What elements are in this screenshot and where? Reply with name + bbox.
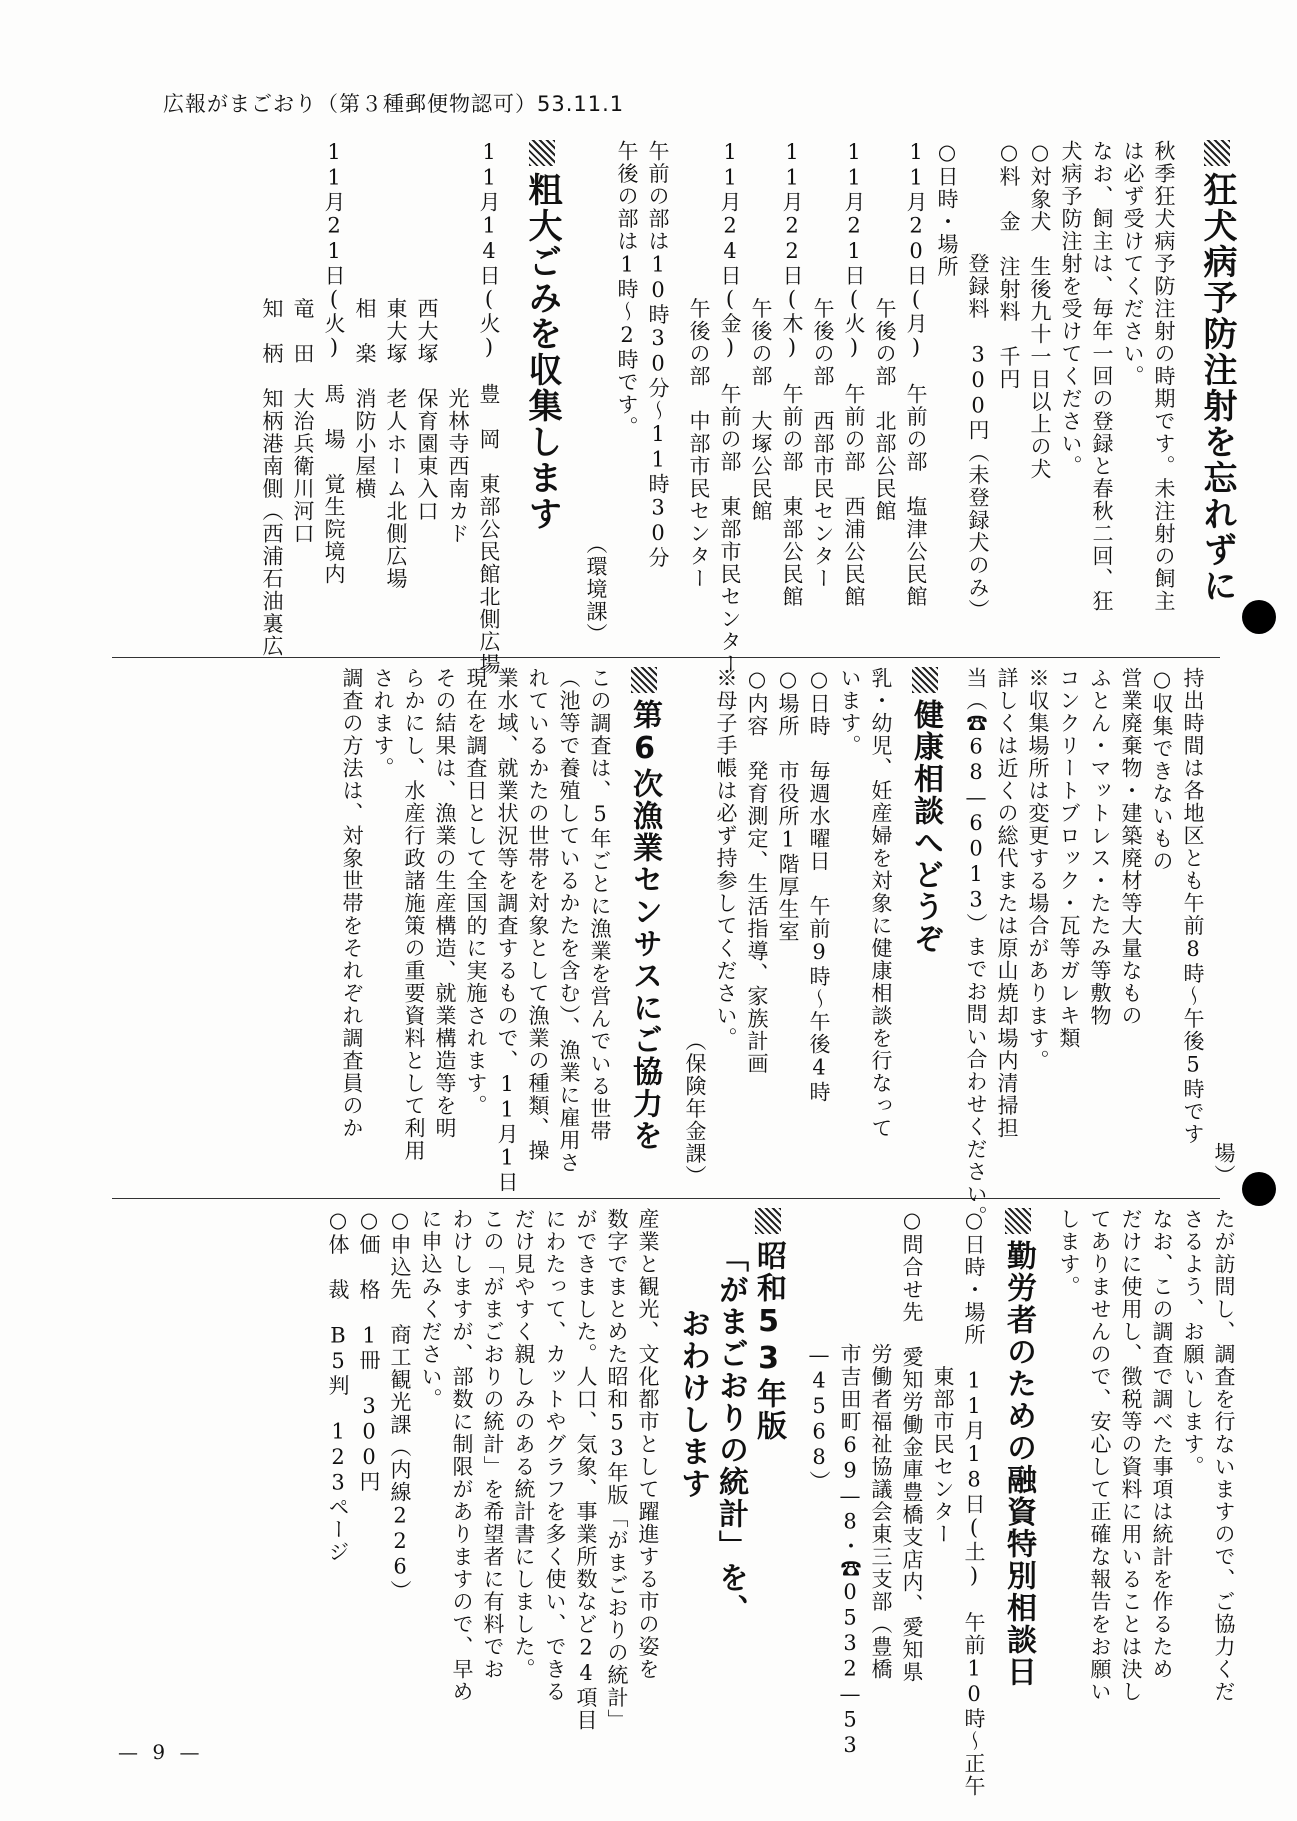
health-place: ○場所 市役所1階厚生室 [776, 667, 800, 943]
stats-body-line: ができました。人口、気象、事業所数など24項目 [574, 1208, 598, 1732]
page-header: 広報がまごおり（第３種郵便物認可）53.11.1 [163, 92, 625, 116]
garbage-note: 詳しくは近くの総代または原山焼却場内清掃担 [995, 667, 1019, 1140]
loan-contact-1: ○問合せ先 愛知労働金庫豊橋支店内、愛知県 [900, 1208, 924, 1684]
section-mark-icon [912, 667, 938, 693]
census-body-line: 調査の方法は、対象世帯をそれぞれ調査員のか [340, 667, 364, 1140]
census-body-line: します。 [1057, 1208, 1081, 1298]
section-mark-icon [1005, 1208, 1031, 1234]
census-title: 第6次漁業センサスにご協力を [625, 667, 663, 1152]
census-body-line: その結果は、漁業の生産構造、就業構造等を明 [433, 667, 457, 1140]
health-datetime: ○日時 毎週水曜日 午前9時〜午後4時 [807, 667, 831, 1104]
census-body-line: 現在を調査日として全国的に実施されます。 [464, 667, 488, 1117]
census-body-line: れているかたの世帯を対象として漁業の種類、操 [526, 667, 550, 1162]
census-body-line: らかにし、水産行政諸施策の重要資料として利用 [402, 667, 426, 1162]
census-body-line: （池等で養殖しているかたを含む）、漁業に雇用さ [557, 667, 581, 1174]
section-rabies [256, 140, 1239, 676]
stats-price: ○価 格 1冊 300円 [357, 1208, 381, 1493]
census-body-line: なお、この調査で調べた事項は統計を作るため [1150, 1208, 1174, 1681]
loan-contact-4: —4568） [807, 1208, 831, 1493]
garbage-note: 持出時間は各地区とも午前8時〜午後5時です [1181, 667, 1205, 1146]
rabies-fee-2: 登録料 300円（未登録犬のみ） [966, 140, 990, 622]
stats-apply: ○申込先 商工観光課（内線226） [388, 1208, 412, 1603]
loan-title: 勤労者のための融資特別相談日 [999, 1208, 1037, 1688]
garbage-note: コンクリートブロック・瓦等ガレキ類 [1057, 667, 1081, 1050]
garbage-row: 知 柄 知柄港南側（西浦石油裏広 [260, 140, 284, 658]
garbage-row-continued: 場） [1212, 1142, 1236, 1187]
health-body-2: います。 [838, 667, 862, 757]
section-mark-icon [1204, 140, 1230, 166]
rabies-intro-4: 犬病予防注射を受けてください。 [1059, 140, 1083, 478]
section-mark-icon [529, 140, 555, 166]
stats-title-year: 昭和53年版 [749, 1208, 787, 1442]
garbage-row: 相 楽 消防小屋横 [353, 140, 377, 500]
binding-hole-marker [1242, 1172, 1276, 1206]
census-body-line: てありませんので、安心して正確な報告をお願い [1088, 1208, 1112, 1703]
rabies-intro-2: は必ず受けてください。 [1121, 140, 1145, 388]
section-mark-icon [631, 667, 657, 693]
rabies-hours-2: 午後の部は1時〜2時です。 [615, 140, 639, 439]
health-note: ※母子手帳は必ず持参してください。 [714, 667, 738, 1050]
binding-hole-marker [1242, 600, 1276, 634]
rabies-department: （環境課） [584, 532, 608, 645]
rabies-schedule-row: 11月21日(火) 午前の部 西浦公民館 [842, 140, 866, 608]
stats-body-line: に申込みください。 [419, 1208, 443, 1411]
garbage-row: 竜 田 大治兵衛川河口 [291, 140, 315, 545]
loan-contact-3: 市吉田町69—8・☎0532—53 [838, 1208, 862, 1759]
rabies-schedule-row: 11月24日(金) 午前の部 東部市民センター [718, 140, 742, 676]
census-body-line: さるよう、お願いします。 [1181, 1208, 1205, 1478]
loan-contact-2: 労働者福祉協議会東三支部（豊橋 [869, 1208, 893, 1681]
census-body-line: 業水域、就業状況等を調査するもので、11月1日 [495, 667, 519, 1194]
rabies-fee-1: ○料 金 注射料 千円 [997, 140, 1021, 391]
garbage-note: ※収集場所は変更する場合があります。 [1026, 667, 1050, 1072]
section-mark-icon [755, 1208, 781, 1234]
loan-datetime-2: 東部市民センター [931, 1208, 955, 1546]
health-body-1: 乳・幼児、妊産婦を対象に健康相談を行なって [869, 667, 893, 1140]
garbage-note: ○収集できないもの [1150, 667, 1174, 873]
divider-middle [112, 1198, 1220, 1199]
rabies-schedule-row: 午後の部 大塚公民館 [749, 140, 773, 523]
rabies-hours-1: 午前の部は10時30分〜11時30分 [646, 140, 670, 569]
stats-body-line: この「がまごおりの統計」を希望者に有料でお [481, 1208, 505, 1681]
rabies-schedule-row: 11月22日(木) 午前の部 東部公民館 [780, 140, 804, 608]
garbage-note: 営業廃棄物・建築廃材等大量なもの [1119, 667, 1143, 1027]
section-bottom [322, 1208, 1239, 1798]
stats-body-line: 数字でまとめた昭和53年版「がまごおりの統計」 [605, 1208, 629, 1732]
stats-body-line: だけ見やすく親しみのある統計書にしました。 [512, 1208, 536, 1681]
rabies-schedule-label: ○日時・場所 [935, 140, 959, 278]
stats-title-sub: おわけします [675, 1308, 710, 1500]
stats-body-line: わけしますが、部数に制限がありますので、早め [450, 1208, 474, 1703]
census-body-line: されます。 [371, 667, 395, 780]
garbage-note: ふとん・マットレス・たたみ等敷物 [1088, 667, 1112, 1027]
rabies-title: 狂犬病予防注射を忘れずに [1195, 140, 1239, 604]
stats-body-line: 産業と観光、文化都市として躍進する市の姿を [636, 1208, 660, 1681]
census-body-line: たが訪問し、調査を行ないますので、ご協力くだ [1212, 1208, 1236, 1703]
rabies-schedule-row: 11月20日(月) 午前の部 塩津公民館 [904, 140, 928, 608]
rabies-schedule-row: 午後の部 西部市民センター [811, 140, 835, 590]
loan-datetime-1: ○日時・場所 11月18日(土) 午前10時〜正午 [962, 1208, 986, 1798]
health-department: （保険年金課） [683, 1029, 707, 1187]
garbage-note: 当（☎68—6013）までお問い合わせください。 [964, 667, 988, 1228]
garbage-title: 粗大ごみを収集します [520, 140, 564, 532]
garbage-row: 光林寺西南カド [446, 140, 470, 545]
rabies-intro-1: 秋季狂犬病予防注射の時期です。未注射の飼主 [1152, 140, 1176, 613]
stats-format: ○体 裁 B5判 123ページ [326, 1208, 350, 1564]
rabies-schedule-row: 午後の部 北部公民館 [873, 140, 897, 523]
health-title: 健康相談へどうぞ [906, 667, 944, 955]
rabies-intro-3: なお、飼主は、毎年一回の登録と春秋二回、狂 [1090, 140, 1114, 613]
section-middle [336, 667, 1239, 1228]
rabies-schedule-row: 午後の部 中部市民センター [687, 140, 711, 590]
stats-body-line: にわたって、カットやグラフを多く使い、できる [543, 1208, 567, 1703]
page-number: — 9 — [118, 1740, 204, 1764]
garbage-row: 11月14日(火) 豊 岡 東部公民館北側広場 [477, 140, 501, 676]
health-content: ○内容 発育測定、生活指導、家族計画 [745, 667, 769, 1075]
stats-title-main: 「がまごおりの統計」を、 [713, 1242, 748, 1626]
census-body-line: この調査は、5年ごとに漁業を営んでいる世帯 [588, 667, 612, 1143]
garbage-row: 西大塚 保育園東入口 [415, 140, 439, 523]
census-body-line: だけに使用し、徴税等の資料に用いることは決し [1119, 1208, 1143, 1703]
rabies-target: ○対象犬 生後九十一日以上の犬 [1028, 140, 1052, 481]
garbage-row: 11月21日(火) 馬 場 覚生院境内 [322, 140, 346, 586]
garbage-row: 東大塚 老人ホーム北側広場 [384, 140, 408, 590]
